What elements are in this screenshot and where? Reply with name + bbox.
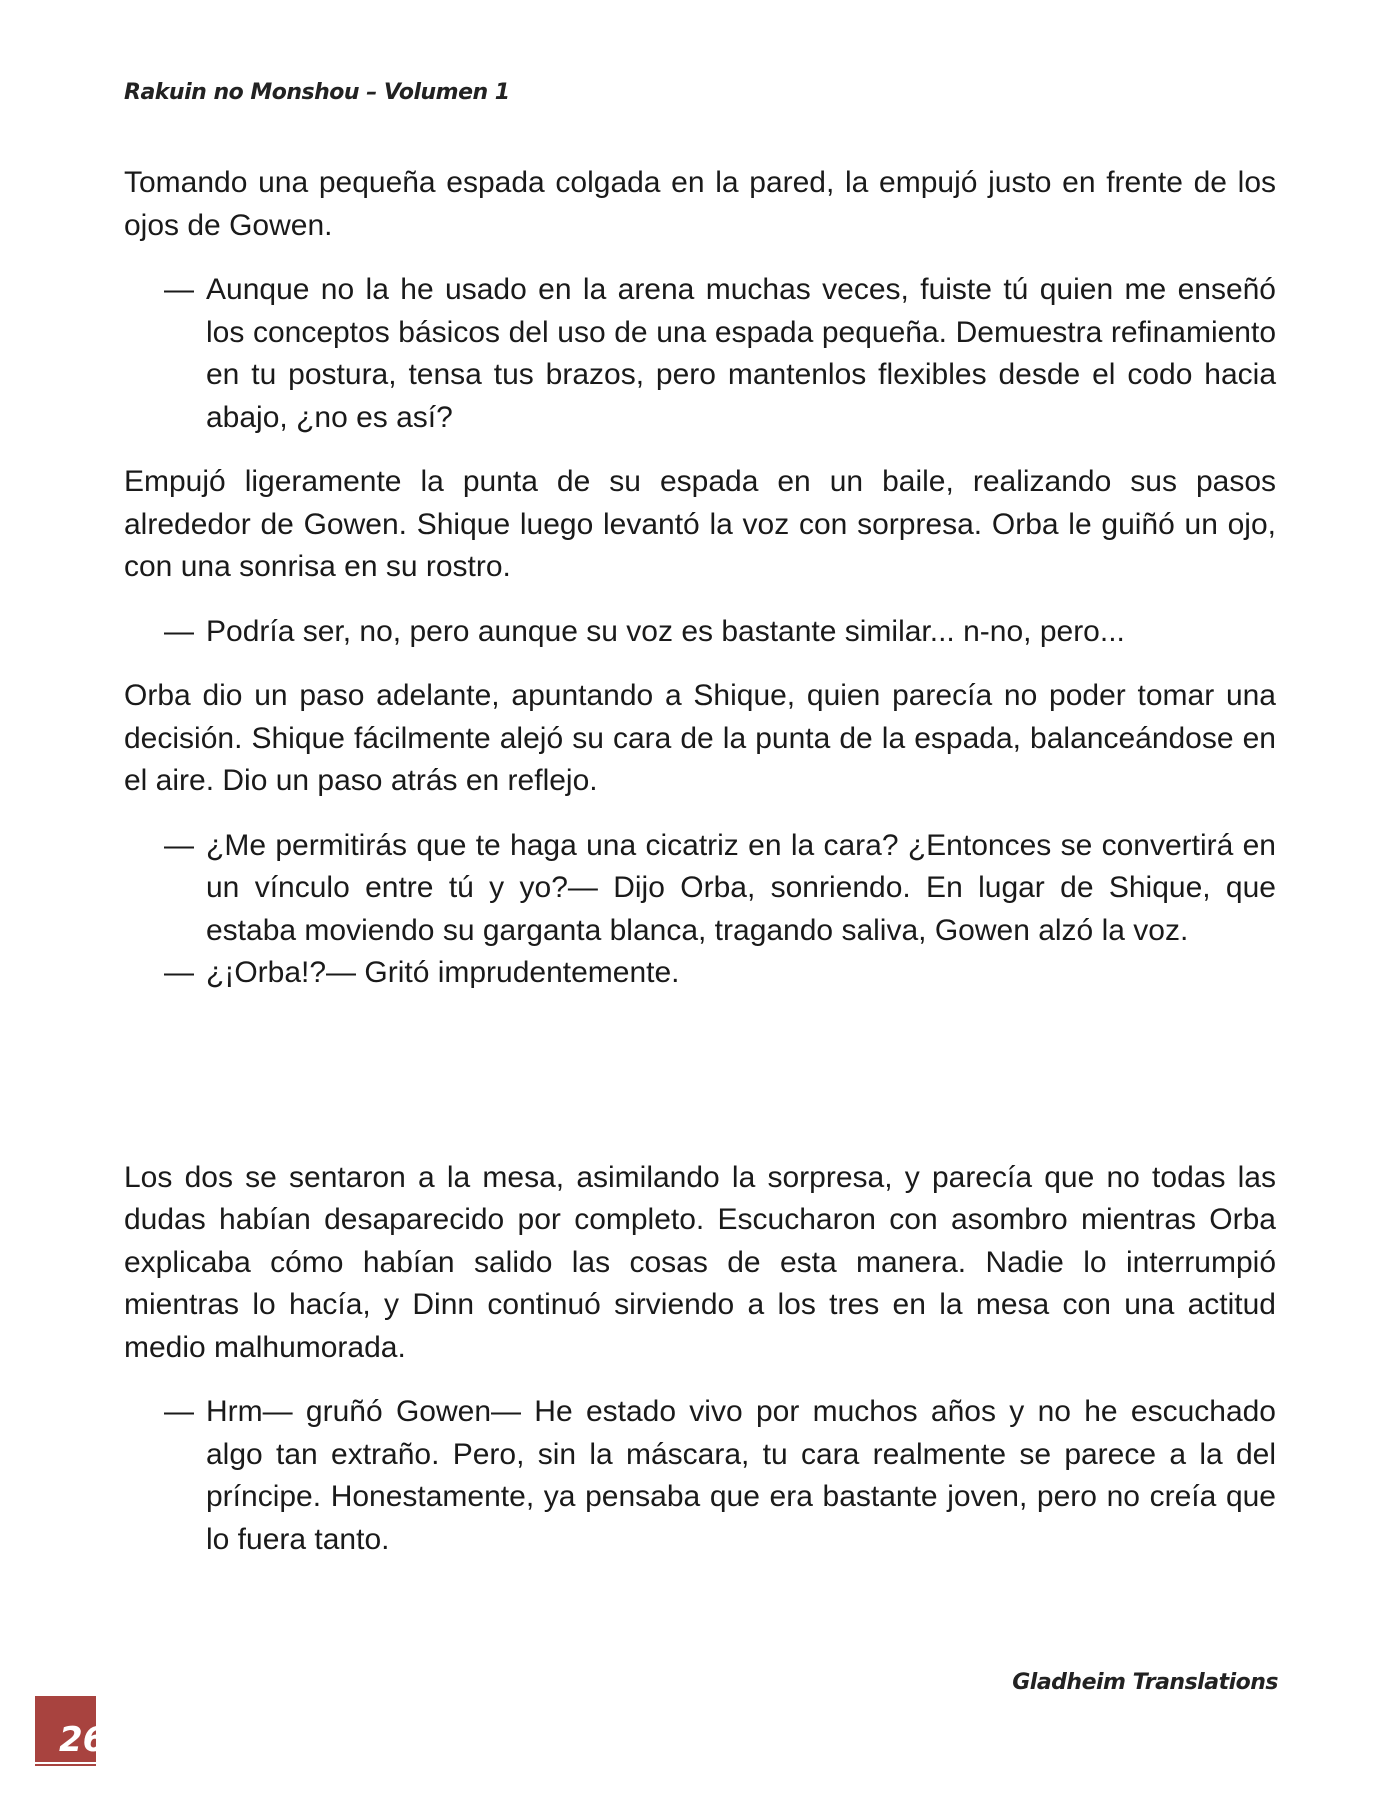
page-number-box <box>35 1696 107 1766</box>
dialogue-line <box>124 611 1276 654</box>
dialogue-dash: — <box>164 273 194 306</box>
scene-break <box>124 1017 1276 1157</box>
dialogue-text: Podría ser, no, pero aunque su voz es bastante similar... n-no, pero... <box>206 614 1125 648</box>
paragraph: Orba dio un paso adelante, apuntando a Shique, quien parecía no poder tomar una decisión. Shique fácilmente alejó su cara de la punta de la espada, balanceándose en el aire. Dio un paso atrás en reflejo. <box>124 679 1276 797</box>
dialogue-dash: — <box>164 614 194 648</box>
dialogue-dash: — <box>164 828 194 862</box>
page-number: 26 <box>59 1720 107 1760</box>
page-number-underline <box>35 1762 96 1764</box>
paragraph: Empujó ligeramente la punta de su espada en un baile, realizando sus pasos alrededor de Gowen. Shique luego levantó la voz con sorpresa. Orba le guiñó un ojo, con una sonrisa en su rostro. <box>124 465 1276 583</box>
dialogue-line <box>124 952 1276 995</box>
dialogue-text: Aunque no la he usado en la arena muchas veces, fuiste tú quien me enseñó los conceptos básicos del uso de una espada pequeña. Demuestra refinamiento en tu postura, tensa tus brazos, pero mantenlos flexibles desde el codo hacia abajo, ¿no es así? <box>206 273 1276 434</box>
dialogue-text: ¿Me permitirás que te haga una cicatriz en la cara? ¿Entonces se convertirá en un vínculo entre tú y yo?— Dijo Orba, sonriendo. En lugar de Shique, que estaba moviendo su garganta blanca, tragando saliva, Gowen alzó la voz. <box>206 828 1276 947</box>
paragraph: Tomando una pequeña espada colgada en la pared, la empujó justo en frente de los ojos de Gowen. <box>124 166 1276 242</box>
paragraph: Los dos se sentaron a la mesa, asimilando la sorpresa, y parecía que no todas las dudas habían desaparecido por completo. Escucharon con asombro mientras Orba explicaba cómo habían salido las cosas de esta manera. Nadie lo interrumpió mientras lo hacía, y Dinn continuó sirviendo a los tres en la mesa con una actitud medio malhumorada. <box>124 1160 1276 1364</box>
dialogue-text: Hrm— gruñó Gowen— He estado vivo por muchos años y no he escuchado algo tan extraño. Pero, sin la máscara, tu cara realmente se parece a la del príncipe. Honestamente, ya pensaba que era bastante joven, pero no creía que lo fuera tanto. <box>206 1395 1276 1556</box>
running-header: Rakuin no Monshou – Volumen 1 <box>124 80 510 105</box>
dialogue-line <box>124 1391 1276 1561</box>
dialogue-text: ¿¡Orba!?— Gritó imprudentemente. <box>206 956 680 989</box>
page-body <box>124 162 1276 1583</box>
dialogue-line <box>124 825 1276 953</box>
dialogue-line <box>124 269 1276 439</box>
dialogue-dash: — <box>164 1395 194 1428</box>
translator-credit: Gladheim Translations <box>1012 1670 1278 1695</box>
dialogue-dash: — <box>164 956 194 989</box>
